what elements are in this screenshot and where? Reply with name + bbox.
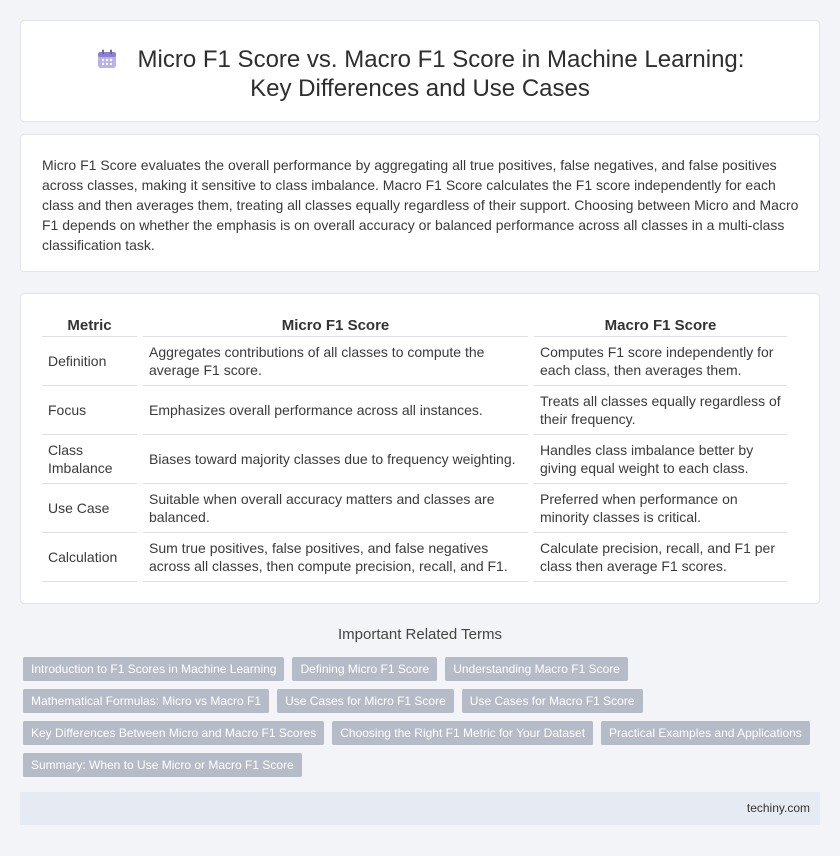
related-tag[interactable]: Key Differences Between Micro and Macro F1 Scores — [23, 721, 324, 745]
row-micro-cell: Emphasizes overall performance across all instances. — [143, 386, 528, 435]
row-micro-cell: Sum true positives, false positives, and false negatives across all classes, then compute precision, recall, and F1. — [143, 533, 528, 582]
comparison-table-card — [20, 293, 820, 604]
related-tag[interactable]: Mathematical Formulas: Micro vs Macro F1 — [23, 689, 269, 713]
header-macro-f1: Macro F1 Score — [534, 314, 787, 337]
summary-text: Micro F1 Score evaluates the overall performance by aggregating all true positives, false negatives, and false positives across classes, making it sensitive to class imbalance. Macro F1 Score calculates the F1 score independently for each class and then averages them, treating all classes equally regardless of their support. Choosing between Micro and Macro F1 depends on whether the emphasis is on overall accuracy or balanced performance across all classes in a multi-class classification task. — [42, 157, 799, 253]
footer — [20, 792, 820, 825]
row-macro-cell: Computes F1 score independently for each class, then averages them. — [534, 337, 787, 386]
related-terms-tags — [23, 657, 823, 785]
related-tag[interactable]: Summary: When to Use Micro or Macro F1 Score — [23, 753, 302, 777]
header-micro-f1: Micro F1 Score — [143, 314, 528, 337]
table-row — [42, 533, 787, 582]
related-tag[interactable]: Understanding Macro F1 Score — [445, 657, 628, 681]
row-metric-cell: Use Case — [42, 484, 137, 533]
row-metric-cell: Class Imbalance — [42, 435, 137, 484]
calendar-icon — [96, 48, 118, 70]
related-tag[interactable]: Practical Examples and Applications — [601, 721, 810, 745]
table-header-row — [42, 314, 787, 337]
table-row — [42, 484, 787, 533]
title-card — [20, 20, 820, 122]
row-metric-cell: Definition — [42, 337, 137, 386]
page-title: Micro F1 Score vs. Macro F1 Score in Machine Learning: Key Differences and Use Cases — [137, 46, 745, 102]
table-row — [42, 435, 787, 484]
related-tag[interactable]: Choosing the Right F1 Metric for Your Dataset — [332, 721, 593, 745]
row-metric-cell: Calculation — [42, 533, 137, 582]
row-metric-cell: Focus — [42, 386, 137, 435]
footer-site-link[interactable]: techiny.com — [746, 801, 810, 815]
page-title-wrap — [21, 45, 819, 103]
row-micro-cell: Biases toward majority classes due to frequency weighting. — [143, 435, 528, 484]
related-tag[interactable]: Introduction to F1 Scores in Machine Learning — [23, 657, 284, 681]
table-row — [42, 386, 787, 435]
comparison-table — [36, 314, 793, 582]
related-tag[interactable]: Defining Micro F1 Score — [292, 657, 437, 681]
row-macro-cell: Treats all classes equally regardless of their frequency. — [534, 386, 787, 435]
row-macro-cell: Handles class imbalance better by giving equal weight to each class. — [534, 435, 787, 484]
related-terms-title: Important Related Terms — [338, 626, 502, 643]
table-row — [42, 337, 787, 386]
related-tag[interactable]: Use Cases for Micro F1 Score — [277, 689, 454, 713]
header-metric: Metric — [42, 314, 137, 337]
related-tag[interactable]: Use Cases for Macro F1 Score — [462, 689, 643, 713]
row-macro-cell: Preferred when performance on minority classes is critical. — [534, 484, 787, 533]
row-micro-cell: Aggregates contributions of all classes to compute the average F1 score. — [143, 337, 528, 386]
row-macro-cell: Calculate precision, recall, and F1 per class then average F1 scores. — [534, 533, 787, 582]
row-micro-cell: Suitable when overall accuracy matters and classes are balanced. — [143, 484, 528, 533]
summary-card — [20, 134, 820, 272]
